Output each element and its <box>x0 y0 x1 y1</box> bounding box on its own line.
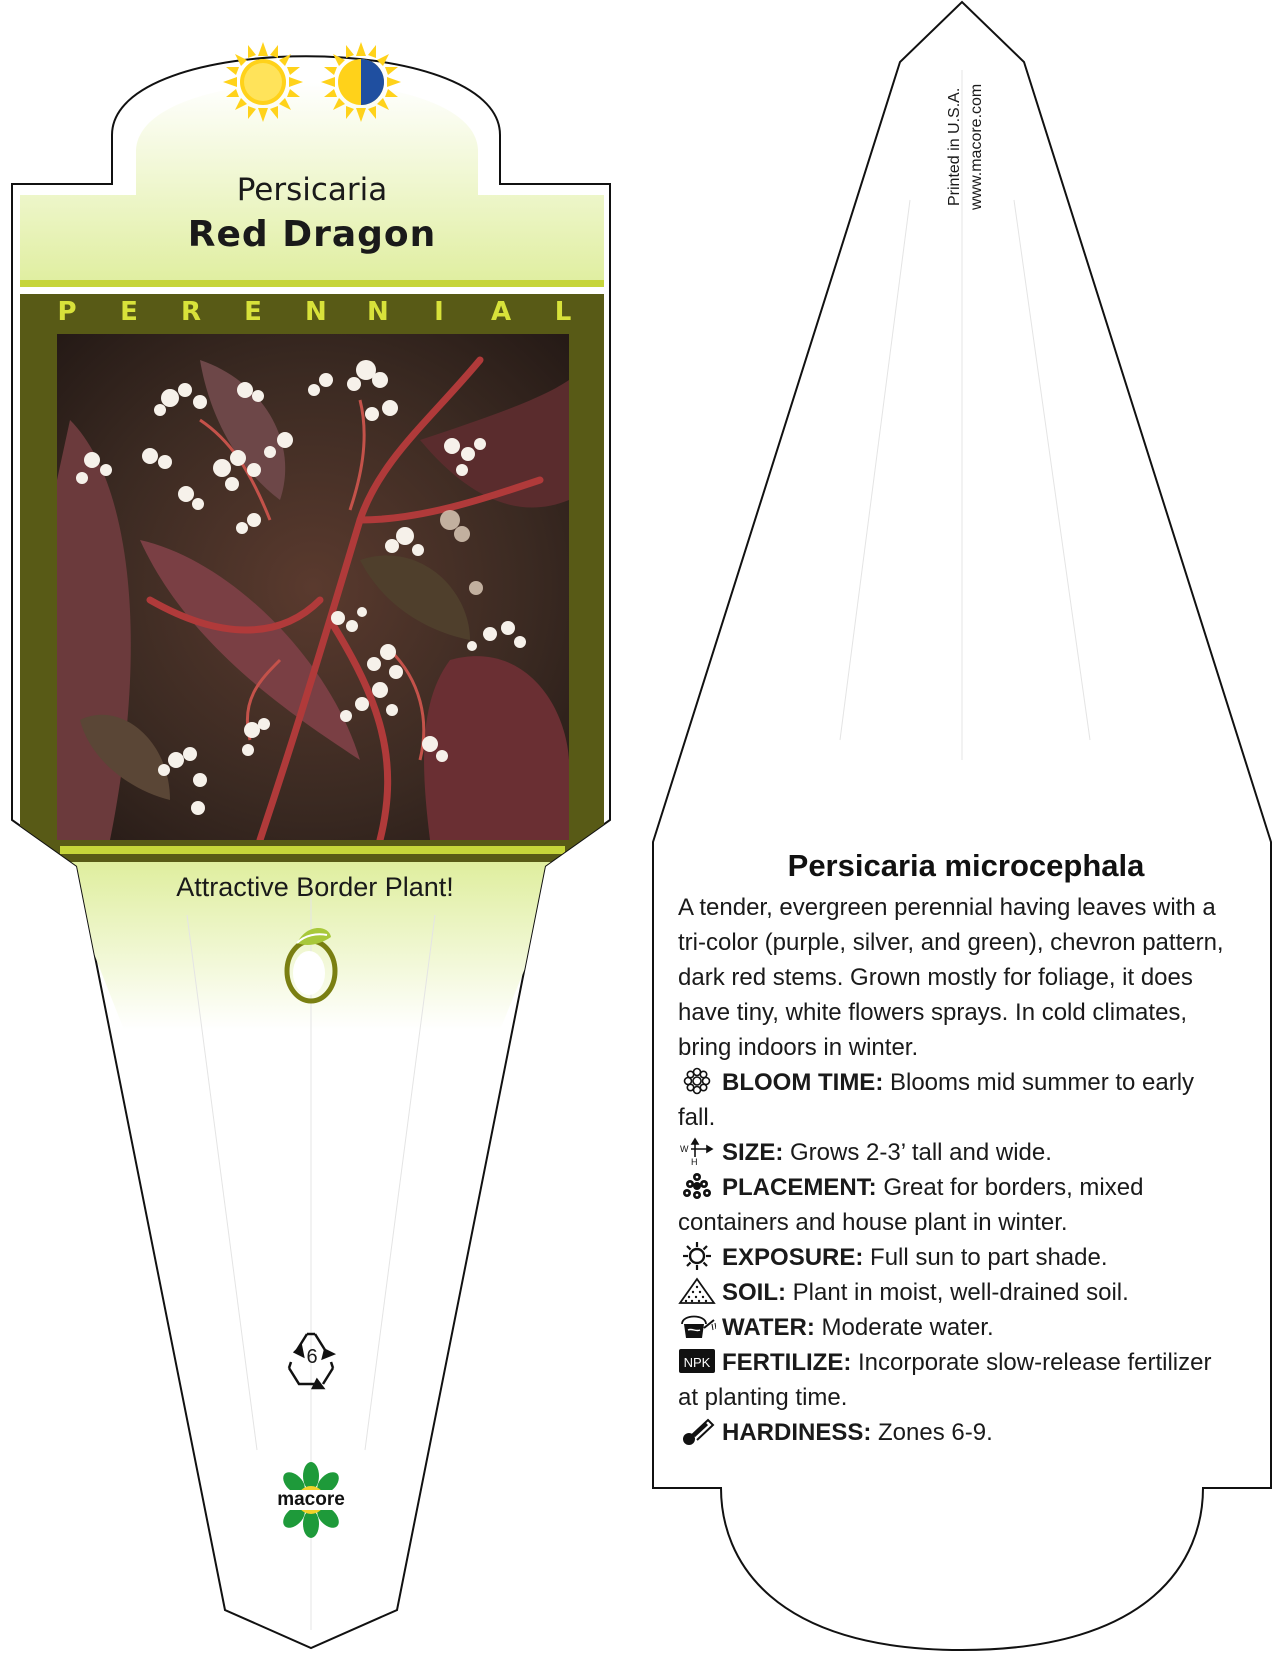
watering-can-icon <box>678 1312 716 1340</box>
soil-icon <box>678 1277 716 1305</box>
size-value: Grows 2-3’ tall and wide. <box>783 1139 1052 1166</box>
care-info <box>678 890 1238 1450</box>
soil-row <box>678 1275 1238 1310</box>
exposure-row <box>678 1240 1238 1275</box>
npk-icon <box>678 1347 716 1375</box>
fertilize-value: Incorporate slow-release fertilizer at planting time. <box>678 1349 1212 1411</box>
soil-label: SOIL: <box>722 1279 786 1306</box>
description: A tender, evergreen perennial having leaves with a tri-color (purple, silver, and green), chevron pattern, dark red stems. Grown mostly for foliage, it does have tiny, white flowers sprays. In cold climates, bring indoors in winter. <box>678 894 1224 1061</box>
category-letter: I <box>434 297 444 327</box>
category-letter: N <box>367 297 389 327</box>
tagline: Attractive Border Plant! <box>176 872 454 902</box>
hardiness-label: HARDINESS: <box>722 1419 872 1446</box>
website-label: www.macore.com <box>968 83 985 210</box>
botanical-name: Persicaria microcephala <box>787 848 1145 883</box>
placement-icon <box>678 1172 716 1200</box>
size-icon-h: H <box>691 1157 698 1165</box>
soil-value: Plant in moist, well-drained soil. <box>786 1279 1129 1306</box>
plant-genus: Persicaria <box>236 172 388 208</box>
water-row <box>678 1310 1238 1345</box>
category-letter: E <box>244 297 262 327</box>
flower-icon <box>678 1067 716 1095</box>
exposure-label: EXPOSURE: <box>722 1244 864 1271</box>
npk-text: NPK <box>683 1355 711 1370</box>
size-label: SIZE: <box>722 1139 784 1166</box>
fertilize-label: FERTILIZE: <box>722 1349 852 1376</box>
hardiness-value: Zones 6-9. <box>871 1419 993 1446</box>
size-arrows-icon <box>678 1137 716 1165</box>
placement-row <box>678 1170 1238 1240</box>
part-shade-icon <box>321 42 401 122</box>
fertilize-row <box>678 1345 1238 1415</box>
water-value: Moderate water. <box>814 1314 994 1341</box>
placement-label: PLACEMENT: <box>722 1174 877 1201</box>
category-letter: A <box>491 297 512 327</box>
bloom-time-label: BLOOM TIME: <box>722 1069 884 1096</box>
front-tag <box>12 42 610 1648</box>
plant-photo <box>57 334 569 840</box>
size-row <box>678 1135 1238 1170</box>
sun-icon <box>678 1242 716 1270</box>
category-letter: N <box>305 297 327 327</box>
bloom-time-row <box>678 1065 1238 1135</box>
category-letter: E <box>120 297 138 327</box>
logo-text: macore <box>277 1489 345 1510</box>
water-label: WATER: <box>722 1314 815 1341</box>
category-label <box>57 297 573 327</box>
exposure-value: Full sun to part shade. <box>863 1244 1108 1271</box>
thermometer-icon <box>678 1417 716 1445</box>
printed-in-label: Printed in U.S.A. <box>946 87 963 206</box>
category-letter: R <box>181 297 202 327</box>
hardiness-row <box>678 1415 1238 1450</box>
category-letter: P <box>57 297 77 327</box>
category-letter: L <box>554 297 572 327</box>
bloom-time-value: Blooms mid summer to early fall. <box>678 1069 1195 1131</box>
placement-value: Great for borders, mixed containers and house plant in winter. <box>678 1174 1144 1236</box>
plant-cultivar: Red Dragon <box>187 214 437 255</box>
recycle-number: 6 <box>306 1346 318 1368</box>
size-icon-w: W <box>680 1144 689 1154</box>
full-sun-icon <box>223 42 303 122</box>
